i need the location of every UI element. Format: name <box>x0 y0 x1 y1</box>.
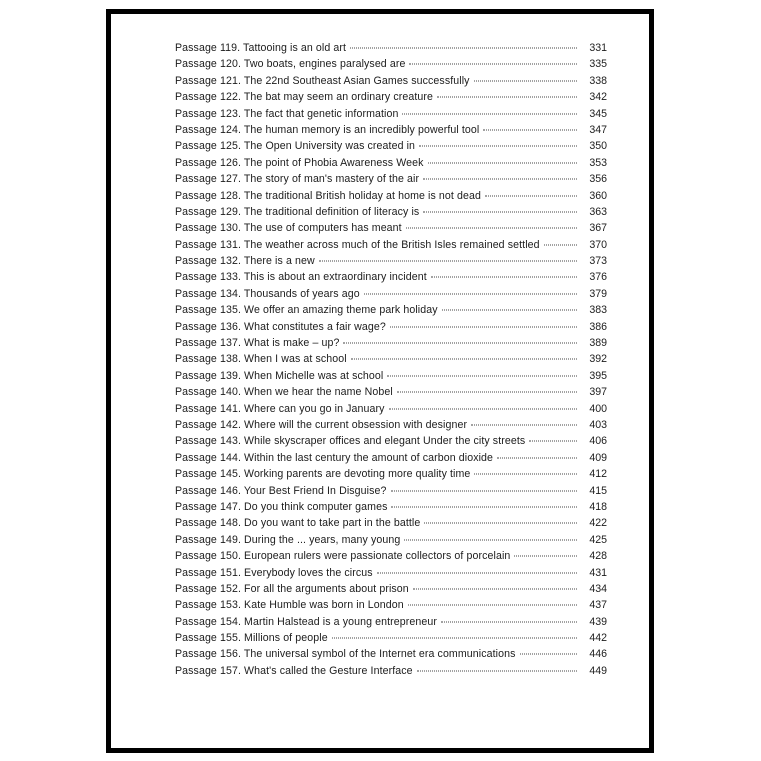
toc-page-number: 403 <box>589 418 607 431</box>
toc-row <box>175 433 607 449</box>
toc-dot-leader <box>391 506 577 507</box>
toc-entry-label: Passage 132. There is a new <box>175 255 315 268</box>
toc-row <box>175 401 607 417</box>
toc-page-number: 383 <box>589 304 607 317</box>
toc-dot-leader <box>423 211 577 212</box>
toc-dot-leader <box>428 162 577 163</box>
toc-dot-leader <box>332 638 577 639</box>
toc-entry-label: Passage 136. What constitutes a fair wage? <box>175 320 386 333</box>
toc-row <box>175 335 607 351</box>
toc-row <box>175 351 607 367</box>
toc-page-number: 392 <box>589 353 607 366</box>
toc-entry-label: Passage 135. We offer an amazing theme park holiday <box>175 304 438 317</box>
toc-dot-leader <box>404 539 577 540</box>
toc-entry-label: Passage 146. Your Best Friend In Disguise? <box>175 484 387 497</box>
toc-row <box>175 106 607 122</box>
toc-page-number: 412 <box>589 468 607 481</box>
toc-row <box>175 466 607 482</box>
toc-page-number: 437 <box>589 599 607 612</box>
toc-row <box>175 188 607 204</box>
toc-dot-leader <box>423 179 577 180</box>
toc-entry-label: Passage 123. The fact that genetic information <box>175 107 399 120</box>
toc-row <box>175 384 607 400</box>
toc-page-number: 342 <box>589 91 607 104</box>
toc-row <box>175 220 607 236</box>
toc-entry-label: Passage 144. Within the last century the amount of carbon dioxide <box>175 451 494 464</box>
toc-entry-label: Passage 156. The universal symbol of the Internet era communications <box>175 648 516 661</box>
toc-row <box>175 630 607 646</box>
toc-entry-label: Passage 155. Millions of people <box>175 632 328 645</box>
toc-dot-leader <box>319 261 577 262</box>
toc-page-number: 350 <box>589 140 607 153</box>
toc-row <box>175 269 607 285</box>
toc-entry-label: Passage 125. The Open University was created in <box>175 140 416 153</box>
toc-dot-leader <box>474 80 577 81</box>
toc-entry-label: Passage 124. The human memory is an incredibly powerful tool <box>175 123 480 136</box>
toc-row <box>175 450 607 466</box>
toc-entry-label: Passage 122. The bat may seem an ordinary creature <box>175 91 434 104</box>
toc-dot-leader <box>417 670 577 671</box>
toc-dot-leader <box>442 310 577 311</box>
toc-dot-leader <box>520 654 578 655</box>
toc-list <box>175 40 607 679</box>
toc-entry-label: Passage 119. Tattooing is an old art <box>175 42 347 54</box>
toc-dot-leader <box>389 408 577 409</box>
toc-entry-label: Passage 129. The traditional definition of literacy is <box>175 205 420 218</box>
toc-page-number: 439 <box>589 615 607 628</box>
toc-page-number: 370 <box>589 238 607 251</box>
toc-page-number: 442 <box>589 632 607 645</box>
toc-page-number: 418 <box>589 500 607 513</box>
toc-page-number: 422 <box>589 517 607 530</box>
toc-entry-label: Passage 149. During the ... years, many young <box>175 533 401 546</box>
toc-entry-label: Passage 152. For all the arguments about prison <box>175 582 409 595</box>
toc-row <box>175 646 607 662</box>
toc-page-number: 345 <box>589 107 607 120</box>
toc-entry-label: Passage 147. Do you think computer games <box>175 500 388 513</box>
toc-entry-label: Passage 120. Two boats, engines paralysed are <box>175 58 406 71</box>
toc-row <box>175 614 607 630</box>
toc-row <box>175 548 607 564</box>
toc-entry-label: Passage 140. When we hear the name Nobel <box>175 386 393 399</box>
toc-page-number: 431 <box>589 566 607 579</box>
toc-page-number: 338 <box>589 74 607 87</box>
toc-page-number: 386 <box>589 320 607 333</box>
toc-dot-leader <box>406 228 577 229</box>
toc-dot-leader <box>424 523 577 524</box>
toc-row <box>175 286 607 302</box>
toc-row <box>175 499 607 515</box>
toc-entry-label: Passage 121. The 22nd Southeast Asian Games successfully <box>175 74 470 87</box>
toc-row <box>175 532 607 548</box>
toc-dot-leader <box>431 277 577 278</box>
toc-page-number: 395 <box>589 369 607 382</box>
toc-dot-leader <box>514 556 577 557</box>
toc-entry-label: Passage 134. Thousands of years ago <box>175 287 360 300</box>
toc-dot-leader <box>390 326 577 327</box>
toc-dot-leader <box>343 343 577 344</box>
toc-dot-leader <box>402 113 577 114</box>
toc-entry-label: Passage 157. What's called the Gesture Interface <box>175 664 413 677</box>
toc-row <box>175 302 607 318</box>
toc-dot-leader <box>408 605 577 606</box>
toc-page-number: 376 <box>589 271 607 284</box>
toc-dot-leader <box>437 97 577 98</box>
toc-entry-label: Passage 145. Working parents are devoting more quality time <box>175 468 471 481</box>
toc-entry-label: Passage 131. The weather across much of the British Isles remained settled <box>175 238 540 251</box>
toc-row <box>175 40 607 56</box>
toc-row <box>175 122 607 138</box>
toc-entry-label: Passage 130. The use of computers has meant <box>175 222 402 235</box>
toc-row <box>175 204 607 220</box>
toc-dot-leader <box>441 621 577 622</box>
toc-page-number: 331 <box>589 42 607 54</box>
toc-row <box>175 565 607 581</box>
toc-row <box>175 319 607 335</box>
toc-page-number: 415 <box>589 484 607 497</box>
toc-entry-label: Passage 142. Where will the current obsession with designer <box>175 418 468 431</box>
toc-entry-label: Passage 127. The story of man's mastery of the air <box>175 173 420 186</box>
toc-dot-leader <box>409 64 577 65</box>
toc-row <box>175 56 607 72</box>
book-page <box>106 9 654 753</box>
toc-row <box>175 73 607 89</box>
toc-dot-leader <box>387 375 577 376</box>
toc-entry-label: Passage 137. What is make – up? <box>175 337 340 350</box>
toc-dot-leader <box>351 359 577 360</box>
table-of-contents <box>175 40 607 679</box>
toc-page-number: 446 <box>589 648 607 661</box>
toc-dot-leader <box>413 588 577 589</box>
toc-row <box>175 138 607 154</box>
toc-page-number: 400 <box>589 402 607 415</box>
toc-dot-leader <box>391 490 578 491</box>
toc-entry-label: Passage 151. Everybody loves the circus <box>175 566 373 579</box>
toc-page-number: 379 <box>589 287 607 300</box>
toc-entry-label: Passage 150. European rulers were passionate collectors of porcelain <box>175 550 511 563</box>
toc-row <box>175 253 607 269</box>
toc-page-number: 434 <box>589 582 607 595</box>
toc-row <box>175 417 607 433</box>
toc-page-number: 409 <box>589 451 607 464</box>
toc-entry-label: Passage 143. While skyscraper offices and elegant Under the city streets <box>175 435 526 448</box>
toc-entry-label: Passage 128. The traditional British holiday at home is not dead <box>175 189 481 202</box>
toc-dot-leader <box>474 474 577 475</box>
toc-entry-label: Passage 139. When Michelle was at school <box>175 369 384 382</box>
toc-page-number: 353 <box>589 156 607 169</box>
toc-page-number: 367 <box>589 222 607 235</box>
toc-dot-leader <box>397 392 577 393</box>
toc-row <box>175 368 607 384</box>
toc-dot-leader <box>483 129 577 130</box>
toc-entry-label: Passage 126. The point of Phobia Awareness Week <box>175 156 424 169</box>
toc-entry-label: Passage 154. Martin Halstead is a young entrepreneur <box>175 615 437 628</box>
toc-row <box>175 171 607 187</box>
toc-page-number: 360 <box>589 189 607 202</box>
toc-page-number: 356 <box>589 173 607 186</box>
toc-row <box>175 515 607 531</box>
toc-row <box>175 483 607 499</box>
toc-dot-leader <box>471 424 577 425</box>
toc-page-number: 389 <box>589 337 607 350</box>
toc-row <box>175 597 607 613</box>
toc-entry-label: Passage 153. Kate Humble was born in London <box>175 599 404 612</box>
toc-row <box>175 663 607 679</box>
toc-dot-leader <box>377 572 577 573</box>
toc-row <box>175 89 607 105</box>
toc-page-number: 425 <box>589 533 607 546</box>
toc-entry-label: Passage 138. When I was at school <box>175 353 347 366</box>
toc-page-number: 363 <box>589 205 607 218</box>
toc-row <box>175 581 607 597</box>
toc-dot-leader <box>364 293 577 294</box>
toc-row <box>175 237 607 253</box>
toc-dot-leader <box>419 146 577 147</box>
toc-page-number: 428 <box>589 550 607 563</box>
toc-page-number: 449 <box>589 664 607 677</box>
toc-page-number: 347 <box>589 123 607 136</box>
toc-dot-leader <box>544 244 577 245</box>
toc-entry-label: Passage 133. This is about an extraordinary incident <box>175 271 427 284</box>
toc-dot-leader <box>529 441 577 442</box>
toc-dot-leader <box>350 48 577 49</box>
toc-page-number: 406 <box>589 435 607 448</box>
toc-page-number: 335 <box>589 58 607 71</box>
toc-dot-leader <box>485 195 577 196</box>
toc-page-number: 373 <box>589 255 607 268</box>
toc-page-number: 397 <box>589 386 607 399</box>
toc-dot-leader <box>497 457 577 458</box>
toc-row <box>175 155 607 171</box>
toc-entry-label: Passage 141. Where can you go in January <box>175 402 385 415</box>
toc-entry-label: Passage 148. Do you want to take part in the battle <box>175 517 421 530</box>
